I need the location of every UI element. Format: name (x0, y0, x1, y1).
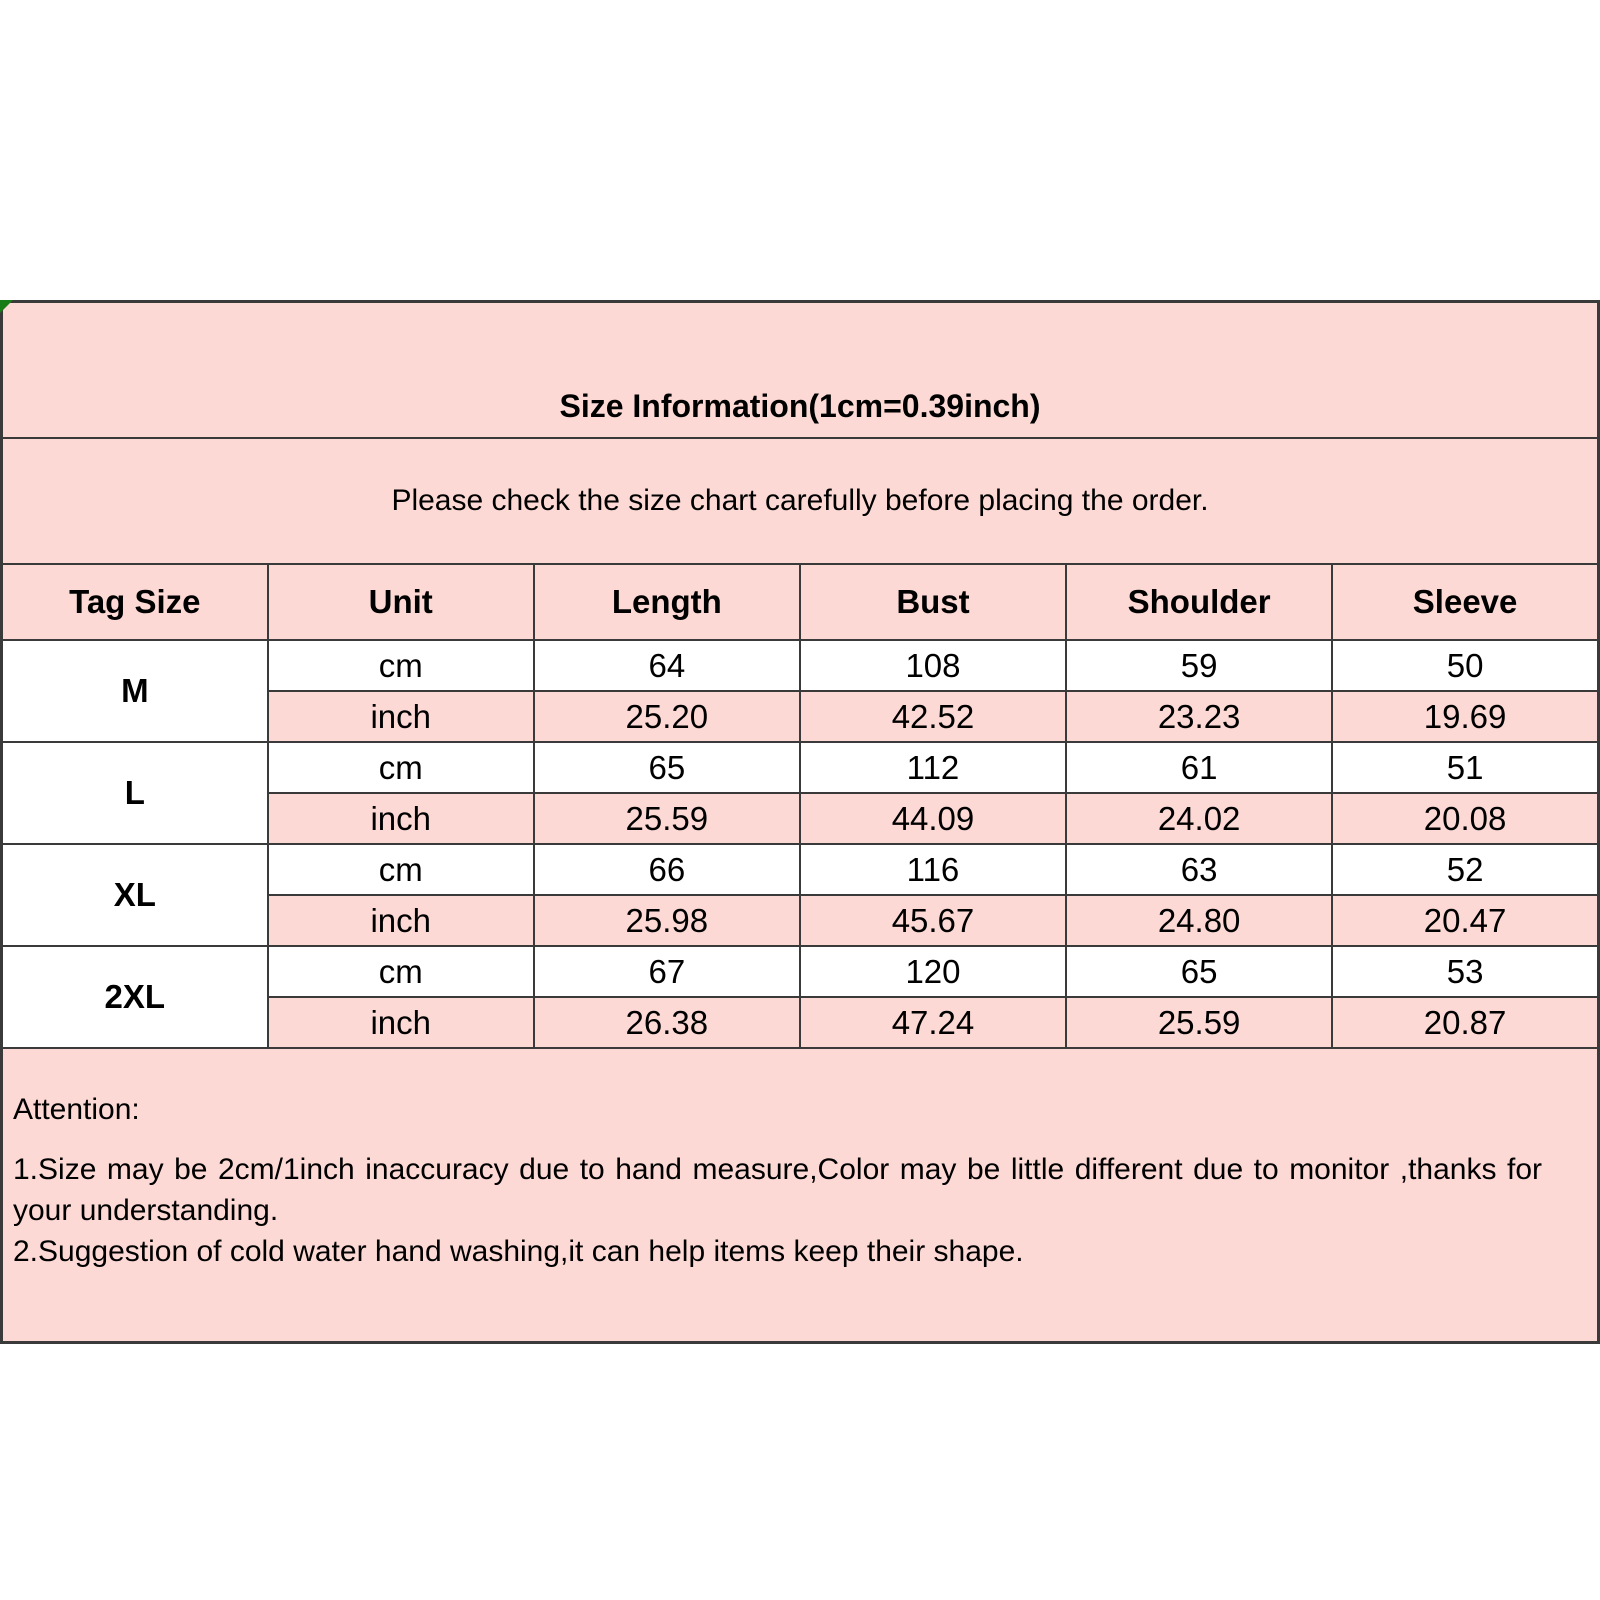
value-cell: 65 (534, 742, 800, 793)
value-cell: 51 (1332, 742, 1598, 793)
value-cell: 50 (1332, 640, 1598, 691)
header-row (2, 564, 1599, 640)
value-cell: 25.20 (534, 691, 800, 742)
value-cell: 20.47 (1332, 895, 1598, 946)
value-cell: 116 (800, 844, 1066, 895)
header-bust: Bust (800, 564, 1066, 640)
header-shoulder: Shoulder (1066, 564, 1332, 640)
value-cell: 59 (1066, 640, 1332, 691)
value-cell: 23.23 (1066, 691, 1332, 742)
value-cell: 20.87 (1332, 997, 1598, 1048)
subtitle-row (2, 438, 1599, 564)
header-sleeve: Sleeve (1332, 564, 1598, 640)
value-cell: 112 (800, 742, 1066, 793)
value-cell: 25.98 (534, 895, 800, 946)
value-cell: 19.69 (1332, 691, 1598, 742)
value-cell: 44.09 (800, 793, 1066, 844)
attention-heading: Attention: (13, 1093, 140, 1126)
size-row-XL-cm (2, 844, 1599, 895)
attention-note-2: 2.Suggestion of cold water hand washing,it can help items keep their shape. (13, 1235, 1024, 1268)
value-cell: 66 (534, 844, 800, 895)
tag-size-cell-XL: XL (2, 844, 268, 946)
tag-size-cell-M: M (2, 640, 268, 742)
value-cell: 63 (1066, 844, 1332, 895)
corner-flag-icon (0, 300, 13, 313)
header-length: Length (534, 564, 800, 640)
unit-cell: inch (268, 793, 534, 844)
value-cell: 52 (1332, 844, 1598, 895)
value-cell: 53 (1332, 946, 1598, 997)
size-chart (0, 300, 1600, 1344)
title-row (2, 302, 1599, 439)
unit-cell: cm (268, 640, 534, 691)
value-cell: 61 (1066, 742, 1332, 793)
attention-cell (2, 1048, 1599, 1343)
table-title: Size Information(1cm=0.39inch) (2, 302, 1599, 439)
value-cell: 45.67 (800, 895, 1066, 946)
value-cell: 64 (534, 640, 800, 691)
attention-row (2, 1048, 1599, 1343)
unit-cell: cm (268, 844, 534, 895)
value-cell: 120 (800, 946, 1066, 997)
size-row-2XL-cm (2, 946, 1599, 997)
value-cell: 65 (1066, 946, 1332, 997)
value-cell: 67 (534, 946, 800, 997)
unit-cell: inch (268, 997, 534, 1048)
value-cell: 24.80 (1066, 895, 1332, 946)
table-head-section (2, 302, 1599, 641)
size-row-L-cm (2, 742, 1599, 793)
unit-cell: cm (268, 742, 534, 793)
value-cell: 108 (800, 640, 1066, 691)
size-row-M-cm (2, 640, 1599, 691)
value-cell: 25.59 (1066, 997, 1332, 1048)
unit-cell: inch (268, 691, 534, 742)
header-unit: Unit (268, 564, 534, 640)
table-footer-section (2, 1048, 1599, 1343)
table-body-section (2, 640, 1599, 1048)
unit-cell: cm (268, 946, 534, 997)
tag-size-cell-L: L (2, 742, 268, 844)
value-cell: 26.38 (534, 997, 800, 1048)
table-subtitle: Please check the size chart carefully before placing the order. (2, 438, 1599, 564)
value-cell: 20.08 (1332, 793, 1598, 844)
header-tag-size: Tag Size (2, 564, 268, 640)
tag-size-cell-2XL: 2XL (2, 946, 268, 1048)
value-cell: 42.52 (800, 691, 1066, 742)
value-cell: 47.24 (800, 997, 1066, 1048)
attention-note-1: 1.Size may be 2cm/1inch inaccuracy due to hand measure,Color may be little different due to monitor ,thanks for your understanding. (13, 1153, 1542, 1227)
value-cell: 24.02 (1066, 793, 1332, 844)
size-table (0, 300, 1600, 1344)
value-cell: 25.59 (534, 793, 800, 844)
unit-cell: inch (268, 895, 534, 946)
